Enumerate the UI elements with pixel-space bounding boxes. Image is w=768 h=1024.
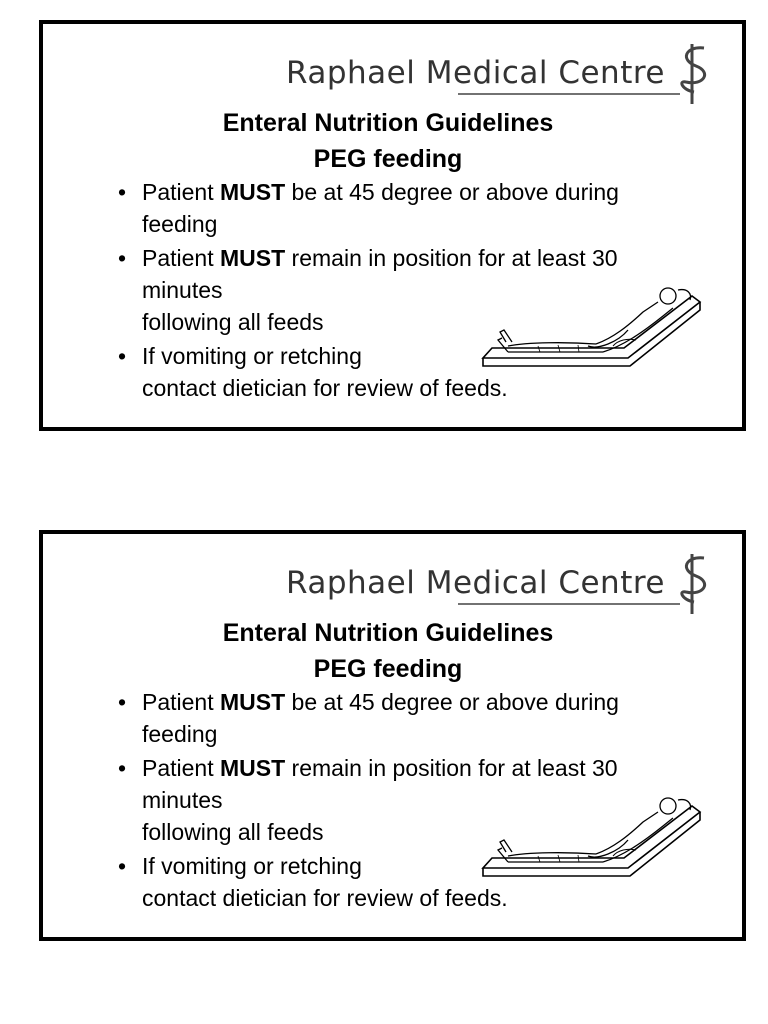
- card-title: [43, 105, 733, 177]
- guideline-card: [39, 530, 746, 941]
- bullet-text: be at 45 degree or above during: [285, 179, 619, 205]
- bullet-text: Patient: [142, 755, 220, 781]
- bullet-text: feeding: [142, 211, 218, 237]
- title-line2: PEG feeding: [313, 655, 463, 683]
- title-line2: PEG feeding: [313, 145, 463, 173]
- bullet-emphasis: MUST: [220, 245, 286, 271]
- bullet-emphasis: MUST: [220, 755, 286, 781]
- title-line1: Enteral Nutrition Guidelines: [222, 109, 554, 137]
- bullet-text: be at 45 degree or above during: [285, 689, 619, 715]
- bullet-text: Patient: [142, 689, 220, 715]
- bullet-text: following all feeds: [142, 819, 324, 845]
- bullet-text: following all feeds: [142, 309, 324, 335]
- bullet-text: contact dietician for review of feeds.: [142, 375, 508, 401]
- bullet-text: • If vomiting or retching: [142, 343, 362, 369]
- logo-text: Raphael Medical Centre: [286, 565, 665, 601]
- bullet-text: minutes: [142, 787, 223, 813]
- card-title: [43, 615, 733, 687]
- bullet-emphasis: MUST: [220, 689, 286, 715]
- bullet-text: minutes: [142, 277, 223, 303]
- reclined-patient-on-bed-icon: [478, 790, 703, 890]
- clinic-logo: [286, 548, 720, 618]
- title-line1: Enteral Nutrition Guidelines: [222, 619, 554, 647]
- list-item: [118, 176, 698, 240]
- guideline-card: [39, 20, 746, 431]
- bullet-emphasis: MUST: [220, 179, 286, 205]
- clinic-logo: [286, 38, 720, 108]
- logo-text: Raphael Medical Centre: [286, 55, 665, 91]
- staff-snake-icon: [300, 548, 720, 618]
- bullet-text: • If vomiting or retching: [142, 853, 362, 879]
- bullet-text: Patient: [142, 245, 220, 271]
- bullet-text: remain in position for at least 30: [285, 755, 618, 781]
- bullet-text: feeding: [142, 721, 218, 747]
- list-item: [118, 686, 698, 750]
- staff-snake-icon: [300, 38, 720, 108]
- bullet-text: Patient: [142, 179, 220, 205]
- reclined-patient-on-bed-icon: [478, 280, 703, 380]
- bullet-text: remain in position for at least 30: [285, 245, 618, 271]
- bullet-text: contact dietician for review of feeds.: [142, 885, 508, 911]
